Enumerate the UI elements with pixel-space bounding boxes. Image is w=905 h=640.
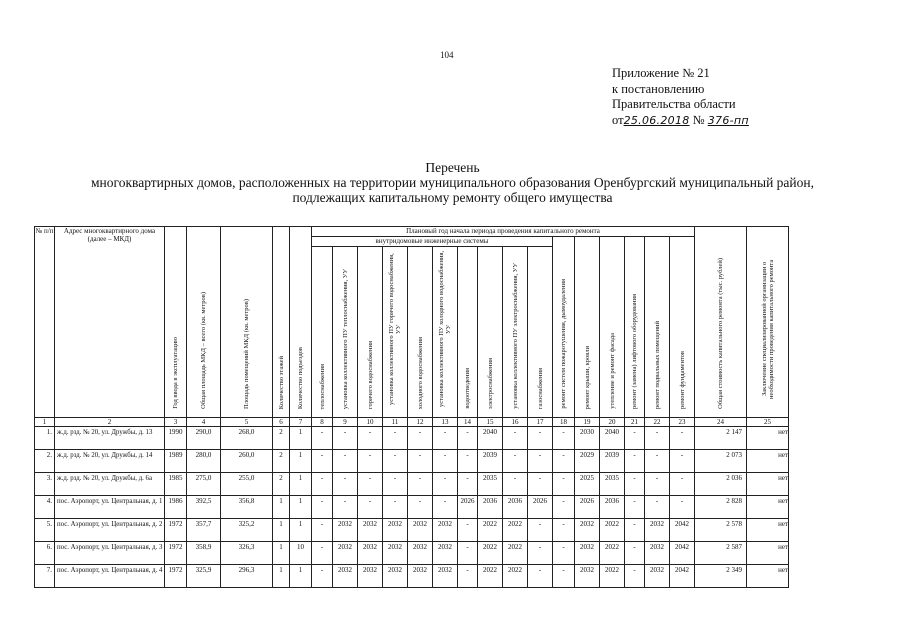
table-cell: 1	[290, 473, 312, 496]
table-cell: -	[333, 473, 358, 496]
table-cell: -	[670, 450, 695, 473]
table-cell: 2032	[333, 542, 358, 565]
page-number: 104	[440, 50, 454, 60]
table-cell: -	[528, 427, 553, 450]
column-number-cell: 5	[221, 418, 273, 427]
table-cell: 1990	[165, 427, 187, 450]
table-cell: 280,0	[187, 450, 221, 473]
header-c12: холодного водоснабжения	[408, 247, 433, 418]
column-number-cell: 20	[600, 418, 625, 427]
table-cell: 2032	[333, 565, 358, 588]
table-cell: -	[333, 427, 358, 450]
table-cell: 2026	[458, 496, 478, 519]
table-cell: -	[528, 450, 553, 473]
table-cell: -	[333, 450, 358, 473]
table-cell: -	[312, 427, 333, 450]
table-cell: -	[458, 565, 478, 588]
table-cell: 2	[273, 450, 290, 473]
table-cell: 1	[273, 519, 290, 542]
table-cell: -	[625, 427, 645, 450]
table-body	[35, 418, 789, 588]
header-no: № п/п	[35, 227, 55, 418]
header-c16: установка коллективного ПУ электроснабжения, УУ	[503, 247, 528, 418]
table-cell: 255,0	[221, 473, 273, 496]
header-c17: газоснабжения	[528, 247, 553, 418]
table-cell: нет	[747, 496, 789, 519]
appendix-line-2: к постановлению	[612, 81, 705, 96]
table-cell: -	[553, 427, 575, 450]
table-cell: -	[383, 427, 408, 450]
table-cell: -	[433, 473, 458, 496]
address-cell: пос. Аэропорт, ул. Центральная, д. 2	[55, 519, 165, 542]
table-cell: 6.	[35, 542, 55, 565]
table-cell: -	[312, 565, 333, 588]
table-cell: 2022	[478, 565, 503, 588]
table-cell: 1	[290, 427, 312, 450]
table-cell: 2022	[478, 519, 503, 542]
table-cell: 1.	[35, 427, 55, 450]
number-prefix: №	[692, 112, 705, 127]
table-cell: 2022	[600, 542, 625, 565]
table-cell: 7.	[35, 565, 55, 588]
table-cell: -	[553, 519, 575, 542]
table-cell: -	[645, 427, 670, 450]
table-cell: 2.	[35, 450, 55, 473]
table-cell: 2036	[503, 496, 528, 519]
header-c20: утепление и ремонт фасада	[600, 237, 625, 418]
table-cell: -	[670, 427, 695, 450]
column-number-cell: 10	[358, 418, 383, 427]
table-cell: -	[433, 450, 458, 473]
table-cell: 2 578	[695, 519, 747, 542]
table-cell: -	[358, 427, 383, 450]
table-cell: -	[503, 427, 528, 450]
table-cell: 2040	[600, 427, 625, 450]
table-cell: 2022	[600, 565, 625, 588]
header-total-area: Общая площадь МКД – всего (кв. метров)	[187, 227, 221, 418]
table-cell: -	[553, 473, 575, 496]
table-cell: нет	[747, 542, 789, 565]
header-address: Адрес многоквартирного дома (далее – МКД)	[55, 227, 165, 418]
appendix-line-1: Приложение № 21	[612, 66, 710, 80]
column-number-cell: 2	[55, 418, 165, 427]
column-number-cell: 16	[503, 418, 528, 427]
table-cell: -	[312, 473, 333, 496]
table-cell: 3.	[35, 473, 55, 496]
address-cell: ж.д. рзд. № 20, ул. Дружбы, д. 14	[55, 450, 165, 473]
table-cell: нет	[747, 519, 789, 542]
table-cell: 2029	[575, 450, 600, 473]
table-cell: 2036	[600, 496, 625, 519]
table-cell: 2 349	[695, 565, 747, 588]
column-number-cell: 7	[290, 418, 312, 427]
table-cell: 2	[273, 473, 290, 496]
table-cell: 2 073	[695, 450, 747, 473]
column-number-cell: 15	[478, 418, 503, 427]
table-cell: -	[312, 496, 333, 519]
title-line-1: Перечень	[425, 160, 480, 175]
table-cell: -	[458, 427, 478, 450]
table-cell: -	[553, 496, 575, 519]
table-cell: нет	[747, 427, 789, 450]
column-number-cell: 14	[458, 418, 478, 427]
table-cell: 275,0	[187, 473, 221, 496]
table-row	[35, 473, 789, 496]
table-cell: -	[625, 565, 645, 588]
table-cell: -	[503, 473, 528, 496]
table-cell: 2039	[478, 450, 503, 473]
table-cell: -	[503, 450, 528, 473]
table-cell: 5.	[35, 519, 55, 542]
header-premises-area: Площадь помещений МКД (кв. метров)	[221, 227, 273, 418]
table-cell: -	[625, 496, 645, 519]
address-cell: ж.д. рзд. № 20, ул. Дружбы, д. 13	[55, 427, 165, 450]
column-number-cell: 18	[553, 418, 575, 427]
header-c11: установка коллективного ПУ горячего водоснабжения, УУ	[383, 247, 408, 418]
table-cell: 2039	[600, 450, 625, 473]
table-row	[35, 565, 789, 588]
table-cell: 1	[273, 565, 290, 588]
table-cell: -	[528, 519, 553, 542]
handwritten-date: 25.06.2018	[623, 113, 690, 127]
table-row	[35, 542, 789, 565]
header-conclusion: Заключение специализированной организации о необходимости проведения капитального ремонта	[747, 227, 789, 418]
header-c14: водоотведения	[458, 247, 478, 418]
table-cell: -	[553, 542, 575, 565]
table-cell: 1	[290, 565, 312, 588]
header-plan-group: Плановый год начала периода проведения капитального ремонта	[312, 227, 695, 237]
table-cell: 1	[290, 496, 312, 519]
title-line-3: подлежащих капитальному ремонту общего имущества	[292, 190, 613, 205]
table-cell: -	[408, 450, 433, 473]
table-cell: 2022	[503, 519, 528, 542]
table-cell: -	[670, 473, 695, 496]
table-cell: -	[433, 427, 458, 450]
table-cell: 2022	[503, 542, 528, 565]
header-c21: ремонт (замена) лифтового оборудования	[625, 237, 645, 418]
table-cell: 2022	[503, 565, 528, 588]
table-cell: -	[625, 542, 645, 565]
table-cell: -	[408, 427, 433, 450]
column-number-cell: 17	[528, 418, 553, 427]
appendix-line-3: Правительства области	[612, 97, 736, 111]
header-c8: теплоснабжения	[312, 247, 333, 418]
column-number-cell: 6	[273, 418, 290, 427]
table-cell: -	[312, 450, 333, 473]
table-cell: 1985	[165, 473, 187, 496]
column-number-cell: 25	[747, 418, 789, 427]
table-cell: 2032	[575, 542, 600, 565]
table-cell: -	[553, 565, 575, 588]
table-cell: 1	[273, 496, 290, 519]
table-cell: 2032	[383, 565, 408, 588]
title-line-2: многоквартирных домов, расположенных на территории муниципального образования Оренбургский муниципальный район,	[90, 175, 814, 190]
address-cell: пос. Аэропорт, ул. Центральная, д. 4	[55, 565, 165, 588]
table-cell: 1989	[165, 450, 187, 473]
column-number-cell: 22	[645, 418, 670, 427]
table-cell: -	[645, 496, 670, 519]
column-number-cell: 23	[670, 418, 695, 427]
header-year: Год ввода в эксплуатацию	[165, 227, 187, 418]
table-cell: 2040	[478, 427, 503, 450]
column-number-cell: 13	[433, 418, 458, 427]
table-cell: 2032	[645, 519, 670, 542]
table-cell: -	[528, 565, 553, 588]
appendix-block	[612, 66, 749, 128]
column-number-cell: 4	[187, 418, 221, 427]
table-cell: -	[458, 473, 478, 496]
header-entrances: Количество подъездов	[290, 227, 312, 418]
table-cell: 2032	[408, 542, 433, 565]
header-floors: Количество этажей	[273, 227, 290, 418]
header-cost: Общая стоимость капитального ремонта (тыс. рублей)	[695, 227, 747, 418]
table-cell: 2030	[575, 427, 600, 450]
table-cell: 358,9	[187, 542, 221, 565]
column-number-cell: 12	[408, 418, 433, 427]
table-cell: 1986	[165, 496, 187, 519]
header-engineering-group: внутридомовые инженерные системы	[312, 237, 553, 247]
table-cell: -	[528, 473, 553, 496]
address-cell: ж.д. рзд. № 20, ул. Дружбы, д. 6а	[55, 473, 165, 496]
table-cell: 2032	[383, 519, 408, 542]
table-row	[35, 450, 789, 473]
table-cell: 2032	[383, 542, 408, 565]
header-c23: ремонт фундаментов	[670, 237, 695, 418]
table-cell: -	[383, 473, 408, 496]
table-cell: 2 828	[695, 496, 747, 519]
table-cell: -	[528, 542, 553, 565]
table-row	[35, 496, 789, 519]
table-cell: 2 587	[695, 542, 747, 565]
table-cell: -	[553, 450, 575, 473]
column-number-cell: 9	[333, 418, 358, 427]
table-cell: нет	[747, 565, 789, 588]
table-cell: -	[408, 496, 433, 519]
table-cell: -	[312, 519, 333, 542]
table-cell: 2022	[478, 542, 503, 565]
table-cell: 1	[273, 542, 290, 565]
header-c18: ремонт систем пожаротушения, дымоудаления	[553, 237, 575, 418]
table-cell: -	[625, 450, 645, 473]
date-prefix: от	[612, 112, 624, 127]
column-number-cell: 24	[695, 418, 747, 427]
table-cell: 2032	[358, 542, 383, 565]
header-c19: ремонт крыши, кровли	[575, 237, 600, 418]
table-cell: -	[358, 473, 383, 496]
table-cell: 2025	[575, 473, 600, 496]
table-cell: 356,8	[221, 496, 273, 519]
table-cell: нет	[747, 450, 789, 473]
table-cell: 392,5	[187, 496, 221, 519]
header-c13: установка коллективного ПУ холодного водоснабжения, УУ	[433, 247, 458, 418]
table-cell: 2032	[408, 565, 433, 588]
table-cell: 2032	[358, 565, 383, 588]
table-cell: 2022	[600, 519, 625, 542]
table-cell: -	[383, 450, 408, 473]
header-c9: установка коллективного ПУ теплоснабжения, УУ	[333, 247, 358, 418]
table-cell: 326,3	[221, 542, 273, 565]
column-number-cell: 1	[35, 418, 55, 427]
column-number-cell: 3	[165, 418, 187, 427]
table-cell: 357,7	[187, 519, 221, 542]
table-cell: -	[358, 450, 383, 473]
table-cell: -	[670, 496, 695, 519]
table-cell: 296,3	[221, 565, 273, 588]
handwritten-number: 376-пп	[707, 113, 749, 127]
table-cell: нет	[747, 473, 789, 496]
column-number-cell: 19	[575, 418, 600, 427]
table-cell: 1	[290, 450, 312, 473]
table-cell: 2032	[408, 519, 433, 542]
table-cell: -	[625, 519, 645, 542]
table-cell: -	[458, 542, 478, 565]
table-cell: -	[458, 519, 478, 542]
table-cell: 2032	[575, 565, 600, 588]
table-cell: 2026	[528, 496, 553, 519]
column-number-cell: 21	[625, 418, 645, 427]
table-cell: -	[625, 473, 645, 496]
column-number-cell: 8	[312, 418, 333, 427]
buildings-table	[34, 226, 789, 588]
document-title	[0, 160, 905, 205]
table-cell: 2032	[645, 565, 670, 588]
table-cell: -	[358, 496, 383, 519]
table-cell: 1972	[165, 565, 187, 588]
table-row	[35, 427, 789, 450]
table-cell: 325,9	[187, 565, 221, 588]
table-cell: -	[458, 450, 478, 473]
table-cell: 268,0	[221, 427, 273, 450]
column-number-cell: 11	[383, 418, 408, 427]
table-cell: -	[333, 496, 358, 519]
column-number-row	[35, 418, 789, 427]
table-row	[35, 519, 789, 542]
table-cell: 2035	[600, 473, 625, 496]
table-cell: 2032	[575, 519, 600, 542]
table-cell: 2032	[433, 542, 458, 565]
appendix-date-line	[612, 113, 749, 129]
table-cell: -	[383, 496, 408, 519]
header-c15: электроснабжения	[478, 247, 503, 418]
table-cell: -	[433, 496, 458, 519]
table-cell: 2032	[645, 542, 670, 565]
table-cell: 10	[290, 542, 312, 565]
table-cell: 2042	[670, 519, 695, 542]
table-cell: 2035	[478, 473, 503, 496]
table-cell: 2 147	[695, 427, 747, 450]
table-cell: 2032	[358, 519, 383, 542]
table-cell: 1	[290, 519, 312, 542]
address-cell: пос. Аэропорт, ул. Центральная, д. 1	[55, 496, 165, 519]
table-cell: 2 036	[695, 473, 747, 496]
table-cell: 2032	[433, 519, 458, 542]
table-cell: 2032	[333, 519, 358, 542]
table-cell: 290,0	[187, 427, 221, 450]
table-cell: 2036	[478, 496, 503, 519]
address-cell: пос. Аэропорт, ул. Центральная, д. 3	[55, 542, 165, 565]
table-cell: 4.	[35, 496, 55, 519]
table-cell: -	[645, 473, 670, 496]
table-cell: 2042	[670, 542, 695, 565]
table-cell: -	[645, 450, 670, 473]
table-cell: 2032	[433, 565, 458, 588]
table-cell: 2	[273, 427, 290, 450]
table-cell: 325,2	[221, 519, 273, 542]
header-c22: ремонт подвальных помещений	[645, 237, 670, 418]
table-cell: 260,0	[221, 450, 273, 473]
table-cell: -	[408, 473, 433, 496]
table-cell: 1972	[165, 542, 187, 565]
table-cell: 2042	[670, 565, 695, 588]
table-cell: 2026	[575, 496, 600, 519]
table-cell: 1972	[165, 519, 187, 542]
header-c10: горячего водоснабжения	[358, 247, 383, 418]
table-cell: -	[312, 542, 333, 565]
